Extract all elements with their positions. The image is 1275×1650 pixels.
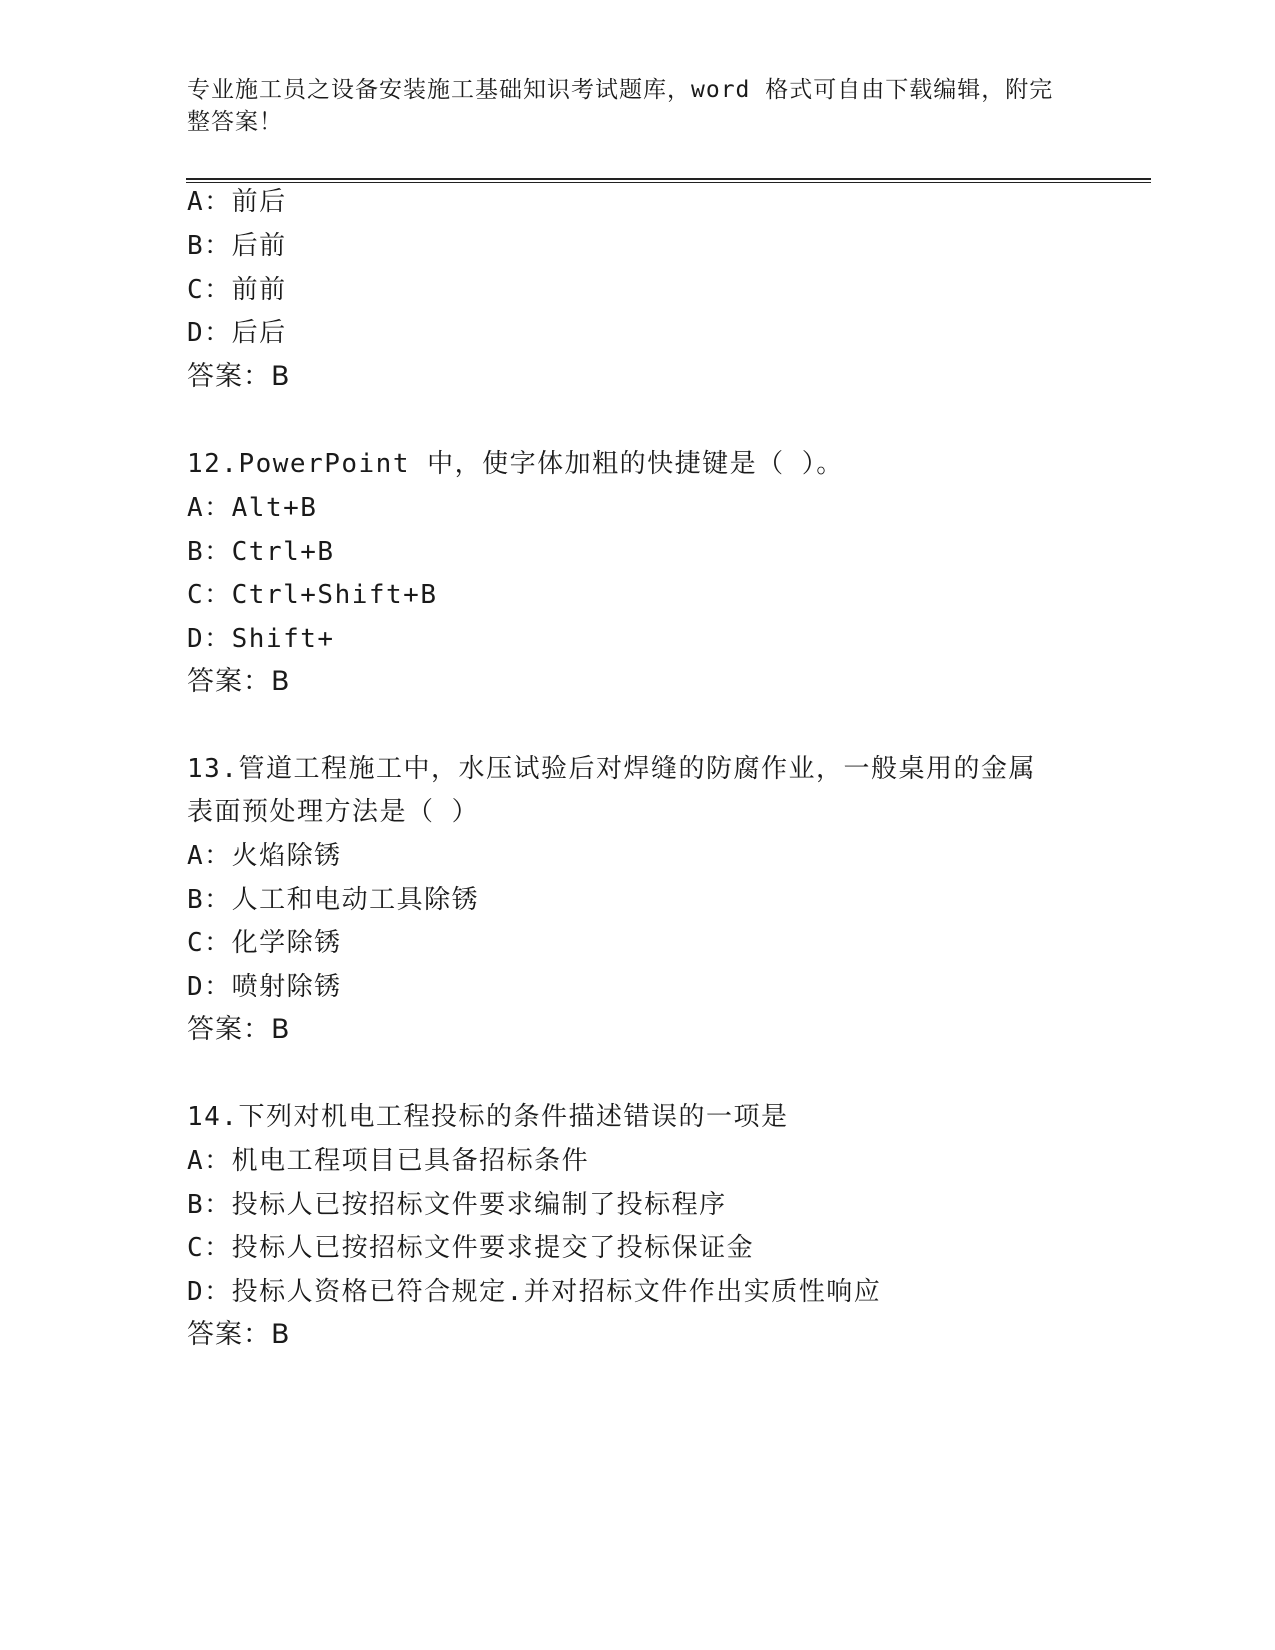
q13-answer: 答案：B — [187, 1014, 291, 1045]
header-line-2: 整答案！ — [187, 109, 283, 135]
q11-answer: 答案：B — [187, 361, 291, 392]
q12-answer: 答案：B — [187, 666, 291, 697]
q12-question: 12.PowerPoint 中，使字体加粗的快捷键是（ ）。 — [187, 449, 844, 479]
q14-answer: 答案：B — [187, 1319, 291, 1350]
document-header — [187, 74, 1067, 138]
q13-option-b: B：人工和电动工具除锈 — [187, 885, 480, 915]
q12-option-a: A：Alt+B — [187, 493, 318, 523]
q13-question-line-1: 13.管道工程施工中，水压试验后对焊缝的防腐作业，一般桌用的金属 — [187, 754, 1036, 784]
q14-option-a: A：机电工程项目已具备招标条件 — [187, 1146, 590, 1176]
q14-option-b: B：投标人已按招标文件要求编制了投标程序 — [187, 1190, 727, 1220]
q12-option-c: C：Ctrl+Shift+B — [187, 580, 438, 610]
header-line-1: 专业施工员之设备安装施工基础知识考试题库，word 格式可自由下载编辑，附完 — [187, 77, 1054, 103]
q14-question: 14.下列对机电工程投标的条件描述错误的一项是 — [187, 1102, 789, 1132]
q14-option-c: C：投标人已按招标文件要求提交了投标保证金 — [187, 1233, 755, 1263]
q12-option-b: B：Ctrl+B — [187, 537, 335, 567]
header-divider — [186, 178, 1151, 183]
q12-option-d: D：Shift+ — [187, 624, 335, 654]
q11-option-a: A：前后 — [187, 187, 287, 217]
q11-option-c: C：前前 — [187, 275, 287, 305]
q13-option-c: C：化学除锈 — [187, 928, 342, 958]
q13-question-line-2: 表面预处理方法是（ ） — [187, 797, 480, 827]
q13-option-a: A：火焰除锈 — [187, 841, 342, 871]
q11-option-b: B：后前 — [187, 231, 287, 261]
q14-option-d: D：投标人资格已符合规定.并对招标文件作出实质性响应 — [187, 1277, 882, 1307]
q13-option-d: D：喷射除锈 — [187, 972, 342, 1002]
q11-option-d: D：后后 — [187, 318, 287, 348]
